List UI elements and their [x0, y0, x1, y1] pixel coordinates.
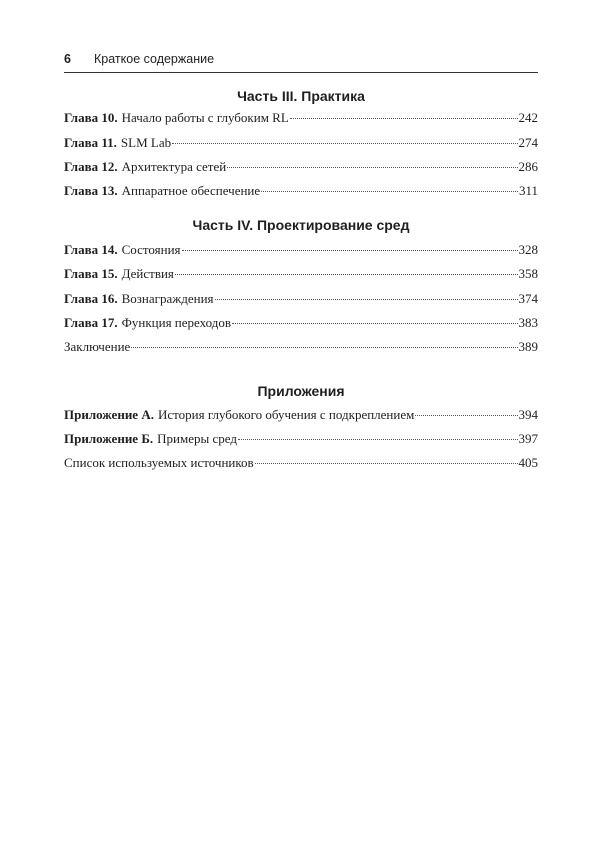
entry-page: 405: [518, 455, 538, 470]
toc-entry[interactable]: [64, 109, 538, 127]
dot-leader: [215, 299, 518, 300]
dot-leader: [238, 439, 518, 440]
page-number: 6: [64, 52, 71, 66]
dot-leader: [227, 167, 517, 168]
dot-leader: [255, 463, 518, 464]
toc-entry[interactable]: [64, 134, 538, 152]
toc-entry[interactable]: [64, 430, 538, 448]
entry-page: 274: [518, 135, 538, 150]
entry-title: Архитектура сетей: [121, 159, 227, 174]
running-title: Краткое содержание: [94, 52, 215, 66]
toc-entry[interactable]: [64, 241, 538, 259]
entry-title: Заключение: [64, 339, 131, 354]
entry-label: Глава 17.: [64, 315, 118, 330]
toc-entry[interactable]: [64, 338, 538, 356]
entry-title: Аппаратное обеспечение: [121, 183, 261, 198]
toc-entry[interactable]: [64, 314, 538, 332]
entry-title: Состояния: [121, 242, 181, 257]
entry-title: Вознаграждения: [121, 291, 214, 306]
entry-page: 389: [518, 339, 538, 354]
entry-title: История глубокого обучения с подкреплением: [157, 407, 415, 422]
entry-page: 358: [518, 266, 538, 281]
entry-page: 242: [518, 110, 538, 125]
entry-page: 286: [518, 159, 538, 174]
toc-entry[interactable]: [64, 158, 538, 176]
running-head: [64, 50, 538, 73]
entry-title: Список используемых источников: [64, 455, 254, 470]
dot-leader: [131, 347, 517, 348]
entry-label: Глава 12.: [64, 159, 118, 174]
entry-label: Глава 15.: [64, 266, 118, 281]
dot-leader: [175, 274, 518, 275]
toc-entry[interactable]: [64, 454, 538, 472]
entry-page: 397: [518, 431, 538, 446]
entry-label: Приложение А.: [64, 407, 154, 422]
dot-leader: [261, 191, 518, 192]
toc-entry[interactable]: [64, 406, 538, 424]
entry-label: Приложение Б.: [64, 431, 154, 446]
entry-page: 311: [518, 183, 538, 198]
part-title: Часть IV. Проектирование сред: [192, 217, 410, 233]
entry-title: Действия: [121, 266, 174, 281]
entry-title: Примеры сред: [157, 431, 237, 446]
part-title: Часть III. Практика: [237, 88, 365, 104]
entry-page: 383: [518, 315, 538, 330]
dot-leader: [182, 250, 518, 251]
dot-leader: [232, 323, 517, 324]
entry-label: Глава 11.: [64, 135, 117, 150]
entry-title: Начало работы с глубоким RL: [121, 110, 289, 125]
part-title: Приложения: [257, 383, 345, 399]
dot-leader: [415, 415, 517, 416]
entry-label: Глава 14.: [64, 242, 118, 257]
entry-page: 328: [518, 242, 538, 257]
entry-label: Глава 13.: [64, 183, 118, 198]
entry-page: 394: [518, 407, 538, 422]
dot-leader: [290, 118, 518, 119]
toc-entry[interactable]: [64, 265, 538, 283]
entry-title: SLM Lab: [120, 135, 172, 150]
toc-entry[interactable]: [64, 182, 538, 200]
dot-leader: [172, 143, 517, 144]
entry-page: 374: [518, 291, 538, 306]
entry-title: Функция переходов: [121, 315, 232, 330]
toc-entry[interactable]: [64, 290, 538, 308]
entry-label: Глава 16.: [64, 291, 118, 306]
entry-label: Глава 10.: [64, 110, 118, 125]
